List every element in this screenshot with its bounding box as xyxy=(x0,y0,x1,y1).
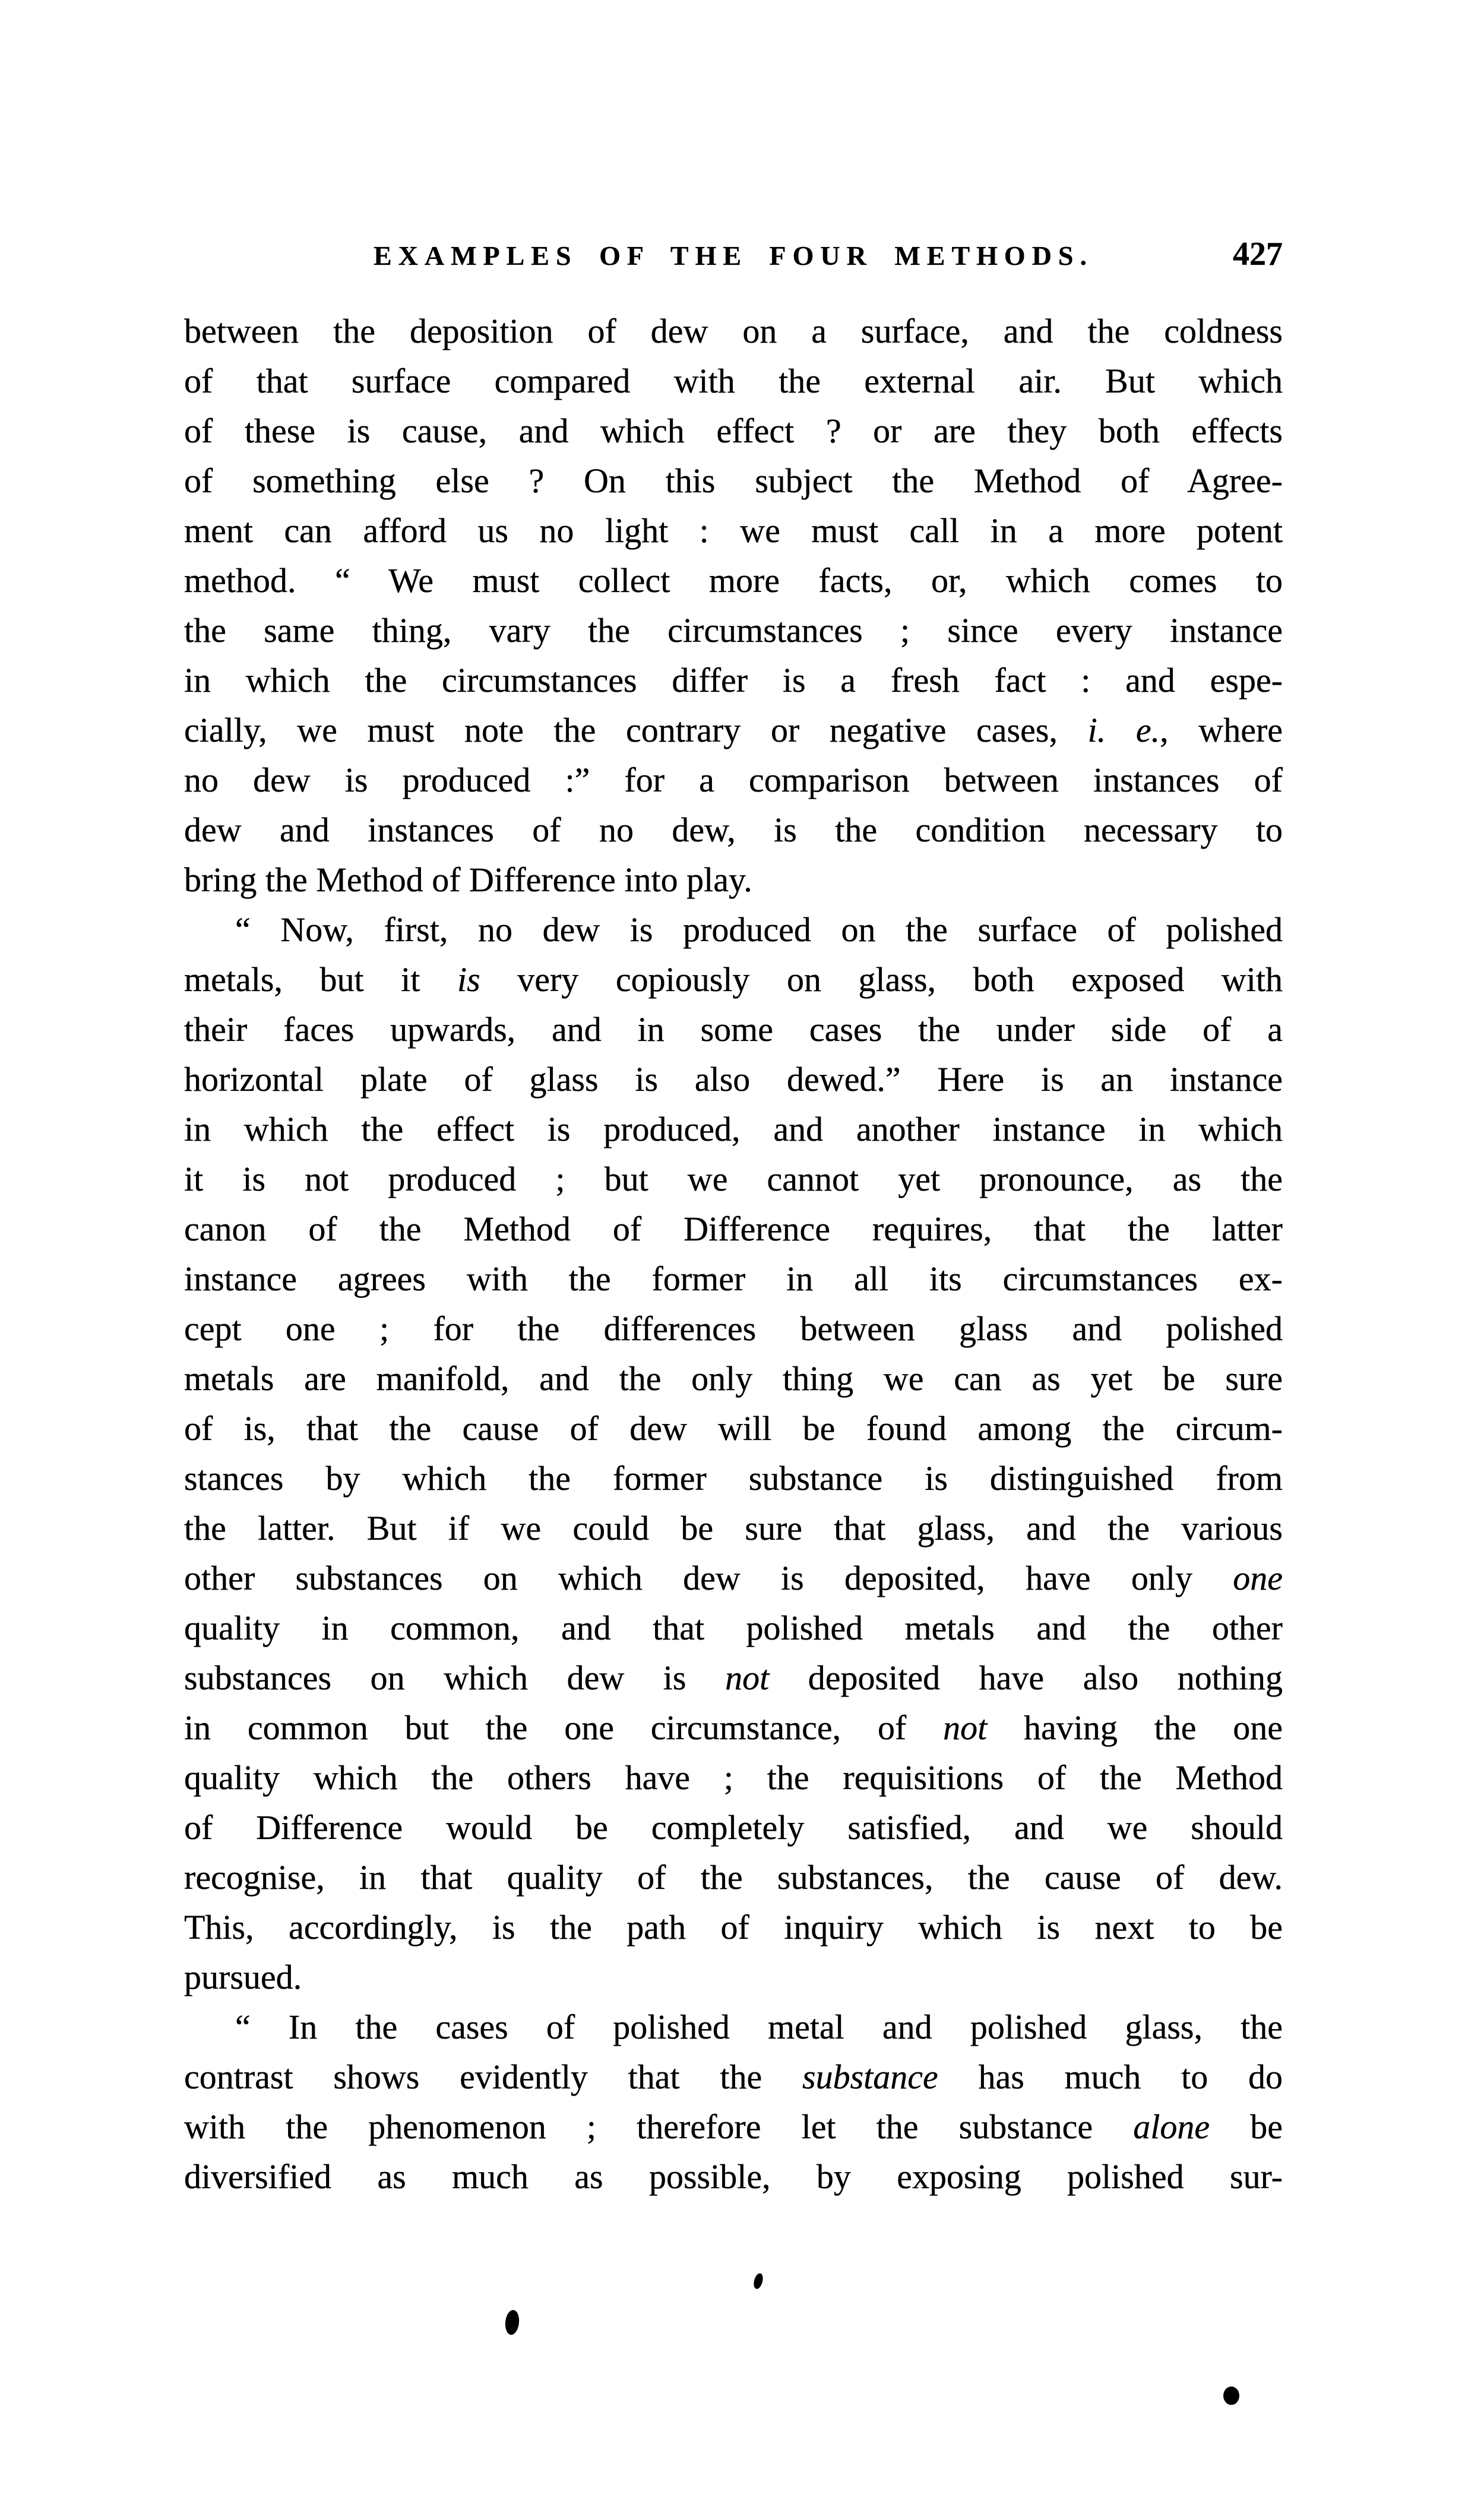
text-line: the latter. But if we could be sure that glass, and the various xyxy=(184,1509,1283,1547)
text-line: instance agrees with the former in all its circumstances ex- xyxy=(184,1259,1283,1298)
text-line: horizontal plate of glass is also dewed.” Here is an instance xyxy=(184,1060,1283,1099)
text-line: method. “ We must collect more facts, or, which comes to xyxy=(184,561,1283,600)
page-number: 427 xyxy=(1233,236,1283,273)
text-line: metals, but it is very copiously on glass, both exposed with xyxy=(184,960,1283,999)
text-line: quality in common, and that polished metals and the other xyxy=(184,1609,1283,1647)
text-line: of these is cause, and which effect ? or are they both effects xyxy=(184,412,1283,450)
text-line: bring the Method of Difference into play. xyxy=(184,860,752,899)
text-line: of Difference would be completely satisfied, and we should xyxy=(184,1808,1283,1847)
italic-text: substance xyxy=(802,2058,938,2096)
text-line: no dew is produced :” for a comparison between instances of xyxy=(184,761,1283,799)
italic-text: is xyxy=(457,960,480,999)
text-line: with the phenomenon ; therefore let the substance alone be xyxy=(184,2107,1283,2146)
text-line: of something else ? On this subject the Method of Agree- xyxy=(184,461,1283,500)
text-line: “ Now, first, no dew is produced on the surface of polished xyxy=(235,910,1283,949)
text-line: diversified as much as possible, by exposing polished sur- xyxy=(184,2157,1283,2196)
text-line: recognise, in that quality of the substances, the cause of dew. xyxy=(184,1858,1283,1897)
italic-text: i. e. xyxy=(1087,711,1160,749)
text-line: substances on which dew is not deposited have also nothing xyxy=(184,1659,1283,1697)
ink-speck-left xyxy=(504,2309,520,2335)
text-line: “ In the cases of polished metal and polished glass, the xyxy=(235,2008,1283,2046)
text-line: cept one ; for the differences between glass and polished xyxy=(184,1309,1283,1348)
italic-text: not xyxy=(725,1659,770,1697)
text-line: dew and instances of no dew, is the condition necessary to xyxy=(184,811,1283,849)
italic-text: one xyxy=(1233,1559,1283,1597)
text-line: in which the effect is produced, and another instance in which xyxy=(184,1110,1283,1148)
italic-text: not xyxy=(943,1708,988,1747)
text-line: in which the circumstances differ is a fresh fact : and espe- xyxy=(184,661,1283,700)
text-line: of is, that the cause of dew will be found among the circum- xyxy=(184,1409,1283,1448)
text-line: the same thing, vary the circumstances ; since every instance xyxy=(184,611,1283,650)
text-line: other substances on which dew is deposited, have only one xyxy=(184,1559,1283,1597)
text-line: of that surface compared with the external air. But which xyxy=(184,362,1283,400)
ink-speck-right xyxy=(1223,2387,1239,2405)
text-line: it is not produced ; but we cannot yet pronounce, as the xyxy=(184,1160,1283,1198)
running-header-title: EXAMPLES OF THE FOUR METHODS. xyxy=(373,240,1094,271)
text-line: contrast shows evidently that the substance has much to do xyxy=(184,2058,1283,2096)
text-line: cially, we must note the contrary or negative cases, i. e., where xyxy=(184,711,1283,749)
text-line: stances by which the former substance is distinguished from xyxy=(184,1459,1283,1498)
text-line: in common but the one circumstance, of not having the one xyxy=(184,1708,1283,1747)
text-line: pursued. xyxy=(184,1958,302,1996)
text-line: their faces upwards, and in some cases the under side of a xyxy=(184,1010,1283,1049)
italic-text: alone xyxy=(1133,2107,1210,2146)
text-line: metals are manifold, and the only thing we can as yet be sure xyxy=(184,1359,1283,1398)
running-header xyxy=(184,236,1283,281)
ink-speck-small xyxy=(752,2273,765,2290)
text-line: This, accordingly, is the path of inquiry which is next to be xyxy=(184,1908,1283,1947)
text-line: quality which the others have ; the requisitions of the Method xyxy=(184,1758,1283,1797)
text-line: between the deposition of dew on a surface, and the coldness xyxy=(184,312,1283,350)
text-line: canon of the Method of Difference requires, that the latter xyxy=(184,1210,1283,1248)
text-line: ment can afford us no light : we must call in a more potent xyxy=(184,511,1283,550)
body-text xyxy=(184,306,1283,2202)
